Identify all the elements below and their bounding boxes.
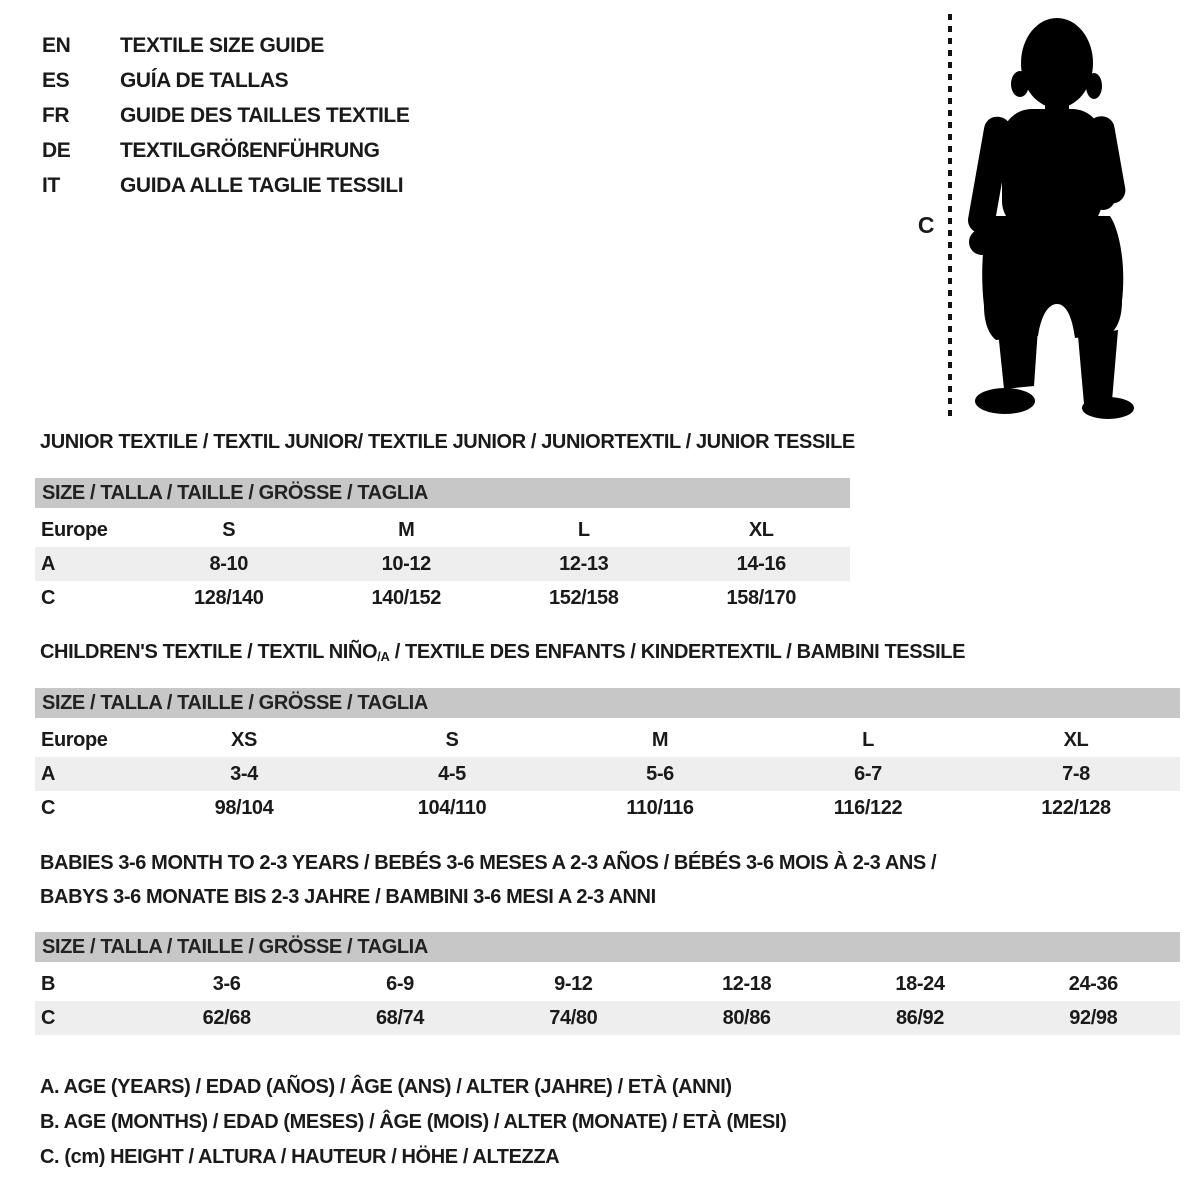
size-table-babies: [35, 932, 1180, 1035]
size-cell: 62/68: [202, 1006, 251, 1029]
subscript-text: /A: [377, 649, 390, 664]
size-cell: 8-10: [209, 552, 248, 575]
size-cell: 6-9: [386, 972, 414, 995]
section-title: [35, 430, 1180, 454]
size-section-babies: [35, 846, 1180, 1035]
size-cell: 9-12: [554, 972, 593, 995]
row-label: C: [41, 1006, 56, 1029]
size-header-bar: SIZE / TALLA / TAILLE / GRÖSSE / TAGLIA: [35, 478, 850, 508]
size-cell: 140/152: [371, 586, 441, 609]
size-header-bar: SIZE / TALLA / TAILLE / GRÖSSE / TAGLIA: [35, 688, 1180, 718]
size-cell: 6-7: [854, 762, 882, 785]
size-cell: L: [862, 728, 874, 751]
size-cell: M: [651, 728, 669, 751]
section-title-line: BABIES 3-6 MONTH TO 2-3 YEARS / BEBÉS 3-6 MESES A 2-3 AÑOS / BÉBÉS 3-6 MOIS À 2-3 ANS /: [40, 852, 937, 874]
language-row: [42, 63, 409, 98]
language-row: [42, 28, 409, 63]
size-cell: 68/74: [375, 1006, 425, 1029]
section-title-line: BABYS 3-6 MONATE BIS 2-3 JAHRE / BAMBINI 3-6 MESI A 2-3 ANNI: [40, 886, 656, 908]
size-cell: S: [222, 518, 236, 541]
language-code: IT: [42, 173, 60, 197]
section-title-line: CHILDREN'S TEXTILE / TEXTIL NIÑO/A / TEXTILE DES ENFANTS / KINDERTEXTIL / BAMBINI TESSILE: [40, 641, 966, 664]
language-code: ES: [42, 68, 70, 92]
size-cell: 110/116: [626, 796, 694, 819]
row-label: Europe: [41, 728, 108, 751]
table-row-europe: [35, 723, 1180, 757]
footnotes: [40, 1070, 786, 1175]
language-row: [42, 133, 409, 168]
size-cell: 12-13: [559, 552, 609, 575]
footnote: B. AGE (MONTHS) / EDAD (MESES) / ÂGE (MOIS) / ALTER (MONATE) / ETÀ (MESI): [40, 1111, 787, 1133]
size-cell: 74/80: [549, 1006, 598, 1029]
size-cell: 98/104: [214, 796, 274, 819]
language-code: FR: [42, 103, 70, 127]
size-cell: 14-16: [736, 552, 786, 575]
table-row-c: [35, 791, 1180, 825]
section-title-line: JUNIOR TEXTILE / TEXTIL JUNIOR/ TEXTILE JUNIOR / JUNIORTEXTIL / JUNIOR TESSILE: [40, 431, 855, 453]
size-cell: 5-6: [646, 762, 674, 785]
size-cell: 4-5: [438, 762, 466, 785]
table-row-c: [35, 1001, 1180, 1035]
height-measure-dashed-line: [948, 14, 952, 418]
height-measure-label: C: [917, 212, 935, 238]
table-row-c: [35, 581, 850, 615]
section-title: [35, 846, 1180, 914]
size-cell: L: [577, 518, 590, 541]
language-title: TEXTILE SIZE GUIDE: [120, 33, 324, 57]
language-title: TEXTILGRÖßENFÜHRUNG: [120, 138, 380, 162]
table-row-b: [35, 967, 1180, 1001]
size-cell: XL: [748, 518, 774, 541]
size-cell: 12-18: [722, 972, 772, 995]
language-code: DE: [42, 138, 71, 162]
size-cell: M: [398, 518, 415, 541]
footnote: C. (cm) HEIGHT / ALTURA / HAUTEUR / HÖHE / ALTEZZA: [40, 1146, 560, 1168]
size-cell: XS: [231, 728, 257, 751]
size-section-junior: [35, 430, 1180, 615]
table-row-a: [35, 757, 1180, 791]
size-cell: 10-12: [381, 552, 431, 575]
size-section-children: [35, 640, 1180, 825]
language-title: GUIDA ALLE TAGLIE TESSILI: [120, 173, 404, 197]
table-row-a: [35, 547, 850, 581]
section-title: [35, 640, 1180, 666]
table-row-europe: [35, 513, 850, 547]
size-cell: 7-8: [1062, 762, 1090, 785]
toddler-silhouette-image: [960, 16, 1150, 421]
language-title: GUIDE DES TAILLES TEXTILE: [120, 103, 410, 127]
footnote: A. AGE (YEARS) / EDAD (AÑOS) / ÂGE (ANS) / ALTER (JAHRE) / ETÀ (ANNI): [40, 1076, 732, 1098]
size-table-junior: [35, 478, 850, 615]
size-cell: 104/110: [417, 796, 487, 819]
size-cell: 128/140: [194, 586, 264, 609]
language-code: EN: [42, 33, 71, 57]
row-label: Europe: [41, 518, 108, 541]
size-cell: 3-4: [230, 762, 258, 785]
size-cell: 18-24: [895, 972, 945, 995]
language-row: [42, 168, 409, 203]
language-list: [42, 28, 409, 203]
size-cell: 24-36: [1068, 972, 1118, 995]
size-cell: 3-6: [212, 972, 241, 995]
size-cell: 116/122: [833, 796, 903, 819]
size-cell: 80/86: [722, 1006, 771, 1029]
size-cell: 92/98: [1069, 1006, 1118, 1029]
row-label: B: [41, 972, 56, 995]
size-cell: XL: [1063, 728, 1089, 751]
row-label: A: [41, 552, 56, 575]
row-label: C: [41, 796, 56, 819]
language-title: GUÍA DE TALLAS: [120, 68, 289, 92]
row-label: A: [41, 762, 56, 785]
size-cell: 86/92: [895, 1006, 944, 1029]
language-row: [42, 98, 409, 133]
size-header-bar: SIZE / TALLA / TAILLE / GRÖSSE / TAGLIA: [35, 932, 1180, 962]
size-cell: S: [445, 728, 459, 751]
row-label: C: [41, 586, 56, 609]
size-cell: 152/158: [549, 586, 619, 609]
size-cell: 122/128: [1041, 796, 1111, 819]
size-cell: 158/170: [726, 586, 796, 609]
size-table-children: [35, 688, 1180, 825]
